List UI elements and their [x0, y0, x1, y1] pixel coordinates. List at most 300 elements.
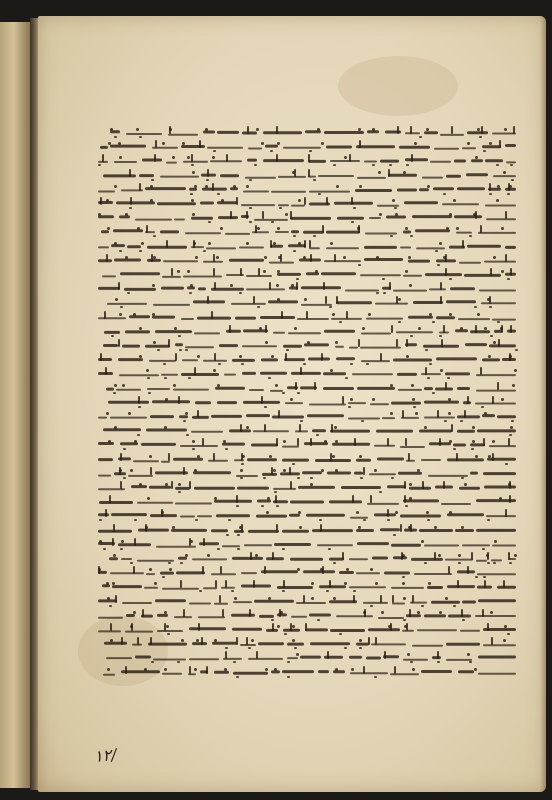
ink-dot	[366, 363, 369, 365]
ink-dot	[432, 392, 435, 394]
ink-dot	[411, 384, 414, 387]
ink-dot	[326, 590, 329, 592]
ink-ascender	[489, 183, 491, 191]
ink-dot	[169, 568, 172, 571]
ink-dot	[515, 349, 518, 351]
ink-word	[447, 585, 475, 588]
ink-dot	[421, 605, 424, 607]
ink-word	[458, 318, 490, 320]
ink-ascender	[290, 623, 292, 631]
ink-dot	[359, 639, 362, 642]
ink-ascender	[276, 524, 278, 532]
ink-word	[329, 501, 362, 504]
ink-word	[194, 487, 235, 490]
ink-word	[224, 374, 236, 376]
ink-word	[253, 430, 289, 432]
ink-dot	[362, 327, 365, 330]
ink-word	[366, 317, 403, 319]
ink-word	[327, 471, 351, 474]
ink-ascender	[256, 651, 258, 659]
ink-ascender	[142, 609, 144, 617]
ink-word	[98, 417, 107, 419]
ink-word	[247, 458, 277, 461]
ink-dot	[282, 392, 285, 394]
ink-word	[493, 175, 516, 177]
ink-word	[416, 247, 445, 249]
ink-dot	[157, 349, 160, 351]
ink-word	[282, 458, 309, 461]
ink-dot	[99, 540, 102, 543]
ink-dot	[267, 497, 270, 500]
ink-word	[307, 414, 344, 417]
ink-ascender	[109, 495, 111, 503]
ink-word	[424, 417, 455, 419]
text-line	[98, 597, 516, 608]
ink-word	[106, 387, 114, 390]
ink-word	[191, 217, 213, 220]
ink-word	[290, 558, 323, 561]
ink-word	[203, 131, 215, 134]
ink-word	[414, 573, 452, 575]
ink-word	[479, 290, 516, 292]
text-line	[98, 398, 516, 409]
ink-ascender	[272, 623, 274, 631]
ink-ascender	[310, 438, 312, 446]
ink-ascender	[118, 339, 120, 347]
ink-dot	[390, 412, 393, 415]
ink-word	[297, 318, 329, 320]
ink-dot	[148, 392, 151, 394]
ink-word	[175, 343, 183, 346]
ink-dot	[374, 676, 377, 678]
ink-word	[400, 446, 425, 448]
ink-word	[481, 303, 516, 305]
ink-dot	[418, 327, 421, 330]
ink-word	[298, 486, 335, 489]
ink-dot	[392, 199, 395, 202]
ink-dot	[511, 179, 514, 181]
ink-dot	[181, 639, 184, 642]
ink-dot	[507, 193, 510, 195]
ink-word	[141, 443, 176, 446]
ink-word	[192, 642, 207, 645]
ink-dot	[329, 306, 332, 308]
ink-ascender	[211, 311, 213, 319]
ink-dot	[507, 278, 510, 280]
ink-dot	[240, 469, 243, 472]
ink-word	[142, 159, 162, 162]
ink-word	[152, 400, 190, 403]
ink-word	[126, 614, 135, 617]
ink-ascender	[281, 311, 283, 319]
ink-word	[303, 570, 335, 573]
ink-dot	[231, 590, 234, 592]
ink-word	[129, 315, 150, 318]
ink-dot	[261, 505, 264, 507]
ink-dot	[390, 235, 393, 237]
ink-dot	[292, 463, 295, 465]
ink-ascender	[164, 623, 166, 631]
ink-dot	[509, 562, 512, 564]
ink-ascender	[443, 481, 445, 489]
ink-ascender	[131, 623, 133, 631]
ink-word	[372, 557, 388, 560]
ink-word	[181, 145, 205, 148]
ink-word	[251, 444, 278, 447]
ink-dot	[318, 193, 321, 195]
ink-ascender	[308, 169, 310, 177]
ink-word	[277, 273, 301, 276]
ink-dot	[437, 661, 440, 663]
ink-word	[356, 572, 380, 574]
ink-dot	[178, 483, 181, 486]
ink-dot	[99, 519, 102, 521]
ink-dot	[150, 185, 153, 188]
ink-word	[393, 290, 427, 292]
ink-ascender	[295, 382, 297, 390]
ink-word	[405, 159, 428, 162]
ink-ascender	[175, 353, 177, 361]
ink-word	[146, 573, 155, 575]
ink-word	[424, 614, 446, 617]
ink-word	[309, 190, 350, 192]
ink-ascender	[387, 438, 389, 446]
ink-word	[303, 231, 324, 234]
ink-dot	[120, 306, 123, 308]
ink-word	[354, 471, 363, 474]
ink-dot	[360, 477, 363, 479]
ink-dot	[469, 661, 472, 663]
ink-word	[457, 415, 480, 418]
ink-word	[110, 417, 147, 419]
ink-word	[104, 642, 127, 645]
ink-ascender	[166, 240, 168, 248]
ink-word	[300, 656, 321, 659]
ink-dot	[471, 448, 474, 450]
ink-ascender	[191, 154, 193, 162]
ink-dot	[482, 548, 485, 550]
ink-ascender	[445, 268, 447, 276]
ink-dot	[370, 605, 373, 607]
ink-word	[160, 572, 174, 575]
ink-word	[197, 516, 212, 518]
ink-word	[162, 276, 181, 278]
ink-ascender	[475, 211, 477, 219]
ink-dot	[456, 227, 459, 230]
ink-dot	[298, 511, 301, 514]
paper-stain	[338, 56, 458, 116]
ink-dot	[249, 207, 252, 209]
ink-dot	[313, 179, 316, 181]
ink-dot	[123, 448, 126, 450]
ink-dot	[199, 590, 202, 592]
ink-word	[187, 287, 195, 290]
text-line	[98, 355, 516, 366]
ink-ascender	[213, 268, 215, 276]
ink-word	[119, 375, 159, 377]
ink-word	[98, 287, 120, 290]
ink-dot	[350, 363, 353, 365]
ink-dot	[453, 605, 456, 607]
ink-dot	[147, 377, 150, 379]
ink-dot	[282, 548, 285, 550]
ink-word	[193, 301, 225, 304]
ink-dot	[185, 412, 188, 415]
ink-ascender	[100, 353, 102, 361]
ink-ascender	[359, 140, 361, 148]
ink-dot	[246, 185, 249, 188]
ink-ascender	[483, 438, 485, 446]
ink-dot	[328, 548, 331, 550]
ink-dot	[389, 164, 392, 166]
ink-word	[462, 600, 476, 603]
ink-word	[412, 645, 443, 647]
ink-word	[147, 388, 170, 390]
ink-word	[339, 571, 354, 574]
ink-word	[103, 428, 141, 431]
ink-ascender	[492, 396, 494, 404]
ink-word	[261, 359, 278, 362]
ink-ascender	[392, 595, 394, 603]
ink-word	[110, 145, 146, 148]
ink-word	[308, 160, 326, 163]
ink-dot	[445, 597, 448, 600]
ink-word	[384, 572, 410, 575]
ink-dot	[394, 207, 397, 209]
ink-word	[244, 544, 272, 546]
ink-dot	[374, 469, 377, 472]
text-line	[98, 199, 516, 210]
ink-dot	[444, 420, 447, 422]
ink-word	[268, 301, 298, 304]
ink-word	[360, 274, 401, 276]
ink-word	[103, 174, 136, 177]
ink-word	[412, 215, 452, 218]
ink-dot	[292, 625, 295, 628]
ink-word	[254, 599, 294, 602]
ink-dot	[509, 434, 512, 436]
ink-dot	[194, 668, 197, 671]
ink-dot	[264, 256, 267, 259]
ink-ascender	[139, 183, 141, 191]
ink-word	[367, 503, 399, 505]
text-line	[98, 440, 516, 451]
ink-word	[120, 443, 138, 446]
ink-word	[287, 643, 304, 646]
ink-word	[485, 205, 516, 207]
ink-word	[135, 656, 151, 659]
ink-word	[446, 301, 476, 304]
ink-word	[207, 147, 243, 149]
ink-ascender	[437, 410, 439, 418]
ink-word	[476, 560, 487, 562]
ink-dot	[435, 250, 438, 252]
ink-word	[462, 147, 476, 149]
ink-dot	[109, 605, 112, 607]
ink-ascender	[437, 651, 439, 659]
ink-ascender	[451, 424, 453, 432]
ink-ascender	[322, 225, 324, 233]
ink-word	[482, 359, 500, 362]
ink-word	[360, 347, 401, 349]
ink-ascender	[331, 424, 333, 432]
ink-word	[405, 132, 420, 134]
ink-ascender	[487, 552, 489, 560]
ink-dot	[481, 406, 484, 408]
text-line	[98, 455, 516, 466]
ink-dot	[368, 313, 371, 316]
ink-ascender	[183, 467, 185, 475]
ink-dot	[293, 235, 296, 237]
ink-ascender	[194, 367, 196, 375]
ink-word	[430, 161, 451, 163]
ink-word	[265, 145, 278, 148]
ink-dot	[309, 150, 312, 152]
ink-ascender	[168, 453, 170, 461]
ink-word	[431, 600, 460, 603]
ink-word	[335, 346, 344, 348]
ink-ascender	[408, 453, 410, 461]
ink-word	[364, 245, 397, 248]
ink-word	[445, 559, 473, 561]
text-line	[98, 284, 516, 295]
ink-dot	[162, 142, 165, 145]
ink-ascender	[305, 623, 307, 631]
ink-word	[330, 160, 360, 162]
ink-word	[194, 332, 220, 334]
ink-dot	[402, 576, 405, 578]
ink-dot	[268, 597, 271, 600]
ink-word	[284, 358, 305, 361]
ink-dot	[246, 242, 249, 245]
ink-word	[232, 359, 255, 362]
ink-word	[370, 403, 389, 405]
ink-word	[180, 516, 195, 518]
ink-dot	[483, 576, 486, 578]
ink-word	[102, 275, 116, 277]
ink-ascender	[303, 595, 305, 603]
ink-dot	[276, 505, 279, 507]
ink-word	[219, 344, 238, 347]
ink-dot	[293, 250, 296, 252]
text-line	[98, 568, 516, 579]
ink-word	[330, 629, 365, 632]
ink-ascender	[169, 126, 171, 134]
ink-word	[290, 217, 331, 220]
ink-dot	[277, 227, 280, 230]
ink-ascender	[285, 353, 287, 361]
ink-ascender	[456, 453, 458, 461]
ink-dot	[333, 597, 336, 600]
ink-dot	[133, 611, 136, 614]
ink-ascender	[198, 623, 200, 631]
ink-word	[217, 131, 239, 134]
ink-word	[491, 559, 502, 561]
ink-word	[364, 161, 377, 163]
ink-word	[152, 315, 175, 318]
ink-dot	[407, 653, 410, 656]
ink-word	[161, 287, 184, 290]
ink-ascender	[189, 481, 191, 489]
ink-dot	[114, 136, 117, 138]
ink-word	[237, 487, 269, 490]
ink-word	[278, 204, 289, 206]
ink-dot	[113, 392, 116, 394]
ink-dot	[149, 455, 152, 458]
ink-word	[396, 331, 433, 333]
ink-dot	[427, 519, 430, 521]
ink-word	[398, 472, 422, 475]
ink-dot	[414, 142, 417, 145]
ink-dot	[141, 242, 144, 245]
ink-word	[153, 659, 186, 661]
ink-word	[110, 572, 144, 574]
ink-dot	[166, 625, 169, 628]
ink-dot	[203, 250, 206, 252]
ink-word	[465, 343, 487, 346]
ink-word	[350, 672, 388, 674]
ink-word	[248, 148, 262, 150]
ink-ascender	[467, 396, 469, 404]
ink-dot	[344, 647, 347, 649]
ink-dot	[395, 213, 398, 216]
ink-ascender	[364, 609, 366, 617]
ink-word	[470, 471, 478, 474]
ink-ascender	[171, 481, 173, 489]
ink-word	[378, 617, 404, 619]
ink-word	[146, 429, 187, 432]
ink-word	[455, 529, 474, 532]
ink-dot	[269, 455, 272, 458]
ink-ascender	[334, 254, 336, 262]
ink-dot	[398, 321, 401, 323]
ink-ascender	[130, 197, 132, 205]
ink-ascender	[290, 211, 292, 219]
ink-word	[421, 459, 441, 461]
ink-word	[239, 246, 264, 248]
ink-word	[282, 670, 314, 673]
ink-word	[272, 416, 304, 419]
ink-ascender	[102, 154, 104, 162]
ink-ascender	[380, 595, 382, 603]
ink-dot	[391, 477, 394, 479]
ink-dot	[114, 426, 117, 429]
ink-ascender	[213, 453, 215, 461]
ink-ascender	[105, 509, 107, 517]
ink-ascender	[253, 296, 255, 304]
ink-dot	[178, 491, 181, 493]
binding-gutter	[30, 18, 38, 790]
ink-dot	[119, 156, 122, 159]
ink-word	[150, 415, 174, 418]
ink-dot	[297, 477, 300, 479]
ink-dot	[107, 668, 110, 671]
ink-word	[291, 372, 321, 375]
ink-dot	[351, 668, 354, 671]
ink-dot	[370, 568, 373, 571]
ink-ascender	[353, 595, 355, 603]
ink-word	[124, 288, 156, 291]
ink-dot	[488, 455, 491, 458]
ink-word	[149, 486, 171, 489]
ink-word	[161, 374, 178, 376]
ink-dot	[330, 242, 333, 245]
ink-ascender	[202, 438, 204, 446]
ink-ascender	[296, 282, 298, 290]
ink-ascender	[358, 339, 360, 347]
ink-word	[483, 472, 516, 475]
ink-word	[454, 215, 482, 218]
